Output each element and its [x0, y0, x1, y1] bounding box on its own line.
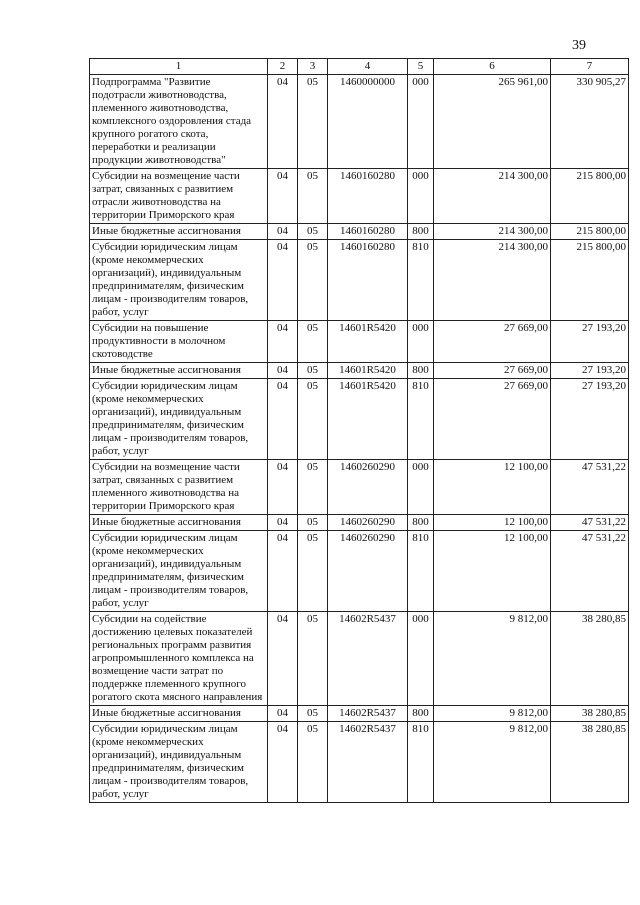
row-amount-1: 265 961,00 [434, 75, 551, 169]
row-section: 04 [268, 224, 298, 240]
row-amount-1: 27 669,00 [434, 379, 551, 460]
table-row [90, 363, 629, 379]
table-row [90, 460, 629, 515]
row-subsection: 05 [298, 706, 328, 722]
row-expense-type: 810 [408, 240, 434, 321]
row-expense-type: 810 [408, 531, 434, 612]
row-amount-1: 12 100,00 [434, 515, 551, 531]
row-amount-2: 27 193,20 [551, 363, 629, 379]
row-amount-1: 27 669,00 [434, 321, 551, 363]
table-row [90, 706, 629, 722]
row-amount-1: 9 812,00 [434, 722, 551, 803]
row-expense-type: 810 [408, 722, 434, 803]
row-name: Субсидии на содействие достижению целевых показателей региональных программ развития агропромышленного комплекса на возмещение части затрат по поддержке племенного крупного рогатого скота мясного направления [90, 612, 268, 706]
table-row [90, 224, 629, 240]
row-amount-2: 38 280,85 [551, 706, 629, 722]
row-subsection: 05 [298, 531, 328, 612]
column-header: 2 [268, 59, 298, 75]
table-row [90, 240, 629, 321]
row-section: 04 [268, 363, 298, 379]
row-target-code: 14601R5420 [328, 321, 408, 363]
row-target-code: 14601R5420 [328, 363, 408, 379]
page-number: 39 [572, 38, 586, 53]
table-row [90, 531, 629, 612]
row-amount-2: 38 280,85 [551, 612, 629, 706]
row-target-code: 14602R5437 [328, 612, 408, 706]
column-header: 7 [551, 59, 629, 75]
row-target-code: 14602R5437 [328, 722, 408, 803]
row-section: 04 [268, 75, 298, 169]
row-amount-2: 27 193,20 [551, 379, 629, 460]
row-section: 04 [268, 515, 298, 531]
row-subsection: 05 [298, 224, 328, 240]
row-subsection: 05 [298, 612, 328, 706]
row-subsection: 05 [298, 722, 328, 803]
row-target-code: 1460160280 [328, 224, 408, 240]
column-header: 5 [408, 59, 434, 75]
row-target-code: 1460160280 [328, 169, 408, 224]
table-row [90, 379, 629, 460]
row-section: 04 [268, 722, 298, 803]
row-subsection: 05 [298, 75, 328, 169]
column-header: 6 [434, 59, 551, 75]
row-expense-type: 800 [408, 224, 434, 240]
row-name: Субсидии на повышение продуктивности в молочном скотоводстве [90, 321, 268, 363]
row-amount-2: 47 531,22 [551, 531, 629, 612]
row-subsection: 05 [298, 363, 328, 379]
table-row [90, 722, 629, 803]
row-subsection: 05 [298, 240, 328, 321]
row-amount-1: 12 100,00 [434, 531, 551, 612]
row-amount-2: 330 905,27 [551, 75, 629, 169]
row-section: 04 [268, 612, 298, 706]
row-target-code: 1460160280 [328, 240, 408, 321]
row-expense-type: 000 [408, 612, 434, 706]
row-expense-type: 800 [408, 706, 434, 722]
row-subsection: 05 [298, 460, 328, 515]
row-name: Субсидии юридическим лицам (кроме некоммерческих организаций), индивидуальным предпринимателям, физическим лицам - производителям товаров, работ, услуг [90, 379, 268, 460]
row-section: 04 [268, 379, 298, 460]
row-amount-2: 47 531,22 [551, 515, 629, 531]
row-target-code: 14601R5420 [328, 379, 408, 460]
row-name: Субсидии юридическим лицам (кроме некоммерческих организаций), индивидуальным предпринимателям, физическим лицам - производителям товаров, работ, услуг [90, 240, 268, 321]
row-amount-1: 9 812,00 [434, 706, 551, 722]
column-header: 4 [328, 59, 408, 75]
table-row [90, 75, 629, 169]
row-amount-2: 47 531,22 [551, 460, 629, 515]
row-amount-2: 38 280,85 [551, 722, 629, 803]
row-section: 04 [268, 531, 298, 612]
row-amount-1: 214 300,00 [434, 240, 551, 321]
row-expense-type: 810 [408, 379, 434, 460]
row-section: 04 [268, 240, 298, 321]
row-subsection: 05 [298, 169, 328, 224]
row-name: Субсидии юридическим лицам (кроме некоммерческих организаций), индивидуальным предпринимателям, физическим лицам - производителям товаров, работ, услуг [90, 722, 268, 803]
column-header: 1 [90, 59, 268, 75]
row-target-code: 1460260290 [328, 531, 408, 612]
row-expense-type: 000 [408, 460, 434, 515]
table-row [90, 321, 629, 363]
row-amount-2: 215 800,00 [551, 240, 629, 321]
row-target-code: 1460260290 [328, 460, 408, 515]
row-section: 04 [268, 169, 298, 224]
row-amount-1: 27 669,00 [434, 363, 551, 379]
row-expense-type: 000 [408, 169, 434, 224]
row-expense-type: 000 [408, 321, 434, 363]
row-expense-type: 800 [408, 363, 434, 379]
row-name: Иные бюджетные ассигнования [90, 706, 268, 722]
row-amount-1: 12 100,00 [434, 460, 551, 515]
column-header: 3 [298, 59, 328, 75]
table-row [90, 169, 629, 224]
row-expense-type: 800 [408, 515, 434, 531]
row-amount-2: 215 800,00 [551, 224, 629, 240]
row-name: Иные бюджетные ассигнования [90, 363, 268, 379]
row-target-code: 1460000000 [328, 75, 408, 169]
table-row [90, 515, 629, 531]
row-target-code: 14602R5437 [328, 706, 408, 722]
row-amount-1: 214 300,00 [434, 169, 551, 224]
row-subsection: 05 [298, 321, 328, 363]
row-name: Субсидии на возмещение части затрат, связанных с развитием отрасли животноводства на территории Приморского края [90, 169, 268, 224]
row-name: Подпрограмма "Развитие подотрасли животноводства, племенного животноводства, комплексного оздоровления стада крупного рогатого скота, переработки и реализации продукции животноводства" [90, 75, 268, 169]
row-subsection: 05 [298, 515, 328, 531]
row-name: Иные бюджетные ассигнования [90, 515, 268, 531]
row-name: Субсидии на возмещение части затрат, связанных с развитием племенного животноводства на территории Приморского края [90, 460, 268, 515]
row-amount-1: 9 812,00 [434, 612, 551, 706]
row-section: 04 [268, 321, 298, 363]
row-amount-1: 214 300,00 [434, 224, 551, 240]
row-section: 04 [268, 706, 298, 722]
budget-table [89, 58, 629, 803]
row-name: Иные бюджетные ассигнования [90, 224, 268, 240]
row-section: 04 [268, 460, 298, 515]
header-row [90, 59, 629, 75]
row-expense-type: 000 [408, 75, 434, 169]
row-amount-2: 215 800,00 [551, 169, 629, 224]
row-amount-2: 27 193,20 [551, 321, 629, 363]
row-subsection: 05 [298, 379, 328, 460]
row-name: Субсидии юридическим лицам (кроме некоммерческих организаций), индивидуальным предпринимателям, физическим лицам - производителям товаров, работ, услуг [90, 531, 268, 612]
table-row [90, 612, 629, 706]
row-target-code: 1460260290 [328, 515, 408, 531]
